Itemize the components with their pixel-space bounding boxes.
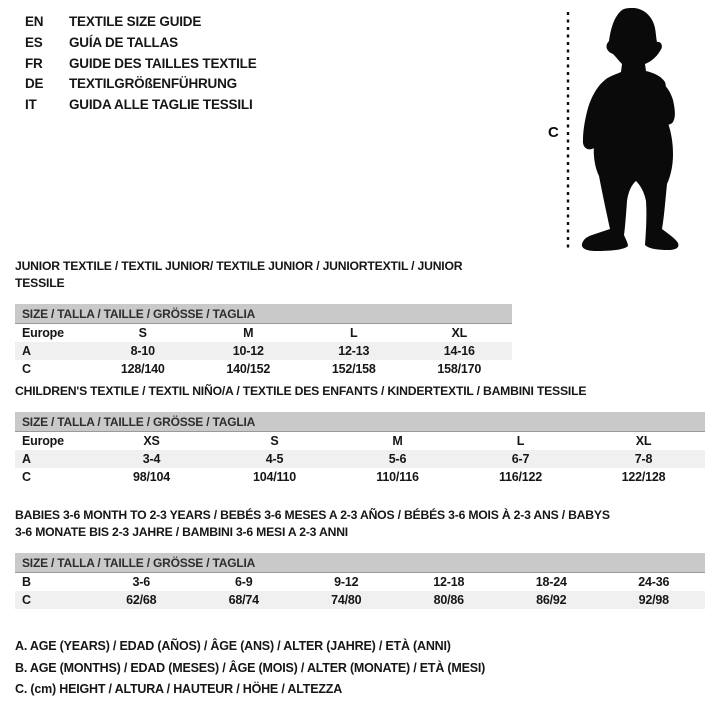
row-label: A <box>22 344 31 358</box>
size-cell: 3-6 <box>132 575 150 589</box>
row-label: Europe <box>22 326 64 340</box>
size-cell: 92/98 <box>638 593 669 607</box>
junior-textile-section <box>15 258 512 378</box>
language-code: DE <box>25 76 44 92</box>
size-cell: 3-4 <box>142 452 161 466</box>
table-row <box>15 324 512 342</box>
table-row <box>15 573 705 591</box>
size-header-bar: SIZE / TALLA / TAILLE / GRÖSSE / TAGLIA <box>15 412 705 432</box>
size-cell: 68/74 <box>228 593 259 607</box>
children-textile-section <box>15 383 705 486</box>
row-label: C <box>22 362 31 376</box>
table-row <box>15 432 705 450</box>
size-cell: 110/116 <box>376 470 419 484</box>
section-title: CHILDREN'S TEXTILE / TEXTIL NIÑO/A / TEXTILE DES ENFANTS / KINDERTEXTIL / BAMBINI TESSILE <box>15 384 587 398</box>
size-cell: 62/68 <box>126 593 157 607</box>
row-label: B <box>22 575 31 589</box>
table-row <box>15 468 705 486</box>
language-row <box>25 74 257 95</box>
row-label: A <box>22 452 31 466</box>
size-header-bar: SIZE / TALLA / TAILLE / GRÖSSE / TAGLIA <box>15 304 512 324</box>
babies-textile-section <box>15 507 705 609</box>
size-cell: S <box>138 326 147 340</box>
size-cell: 18-24 <box>535 575 567 589</box>
child-silhouette-graphic <box>540 0 720 254</box>
size-cell: 152/158 <box>331 362 376 376</box>
size-cell: L <box>516 434 525 448</box>
size-cell: 140/152 <box>226 362 271 376</box>
size-cell: 10-12 <box>232 344 264 358</box>
size-cell: 12-13 <box>338 344 370 358</box>
size-cell: 98/104 <box>132 470 171 484</box>
size-cell: 5-6 <box>388 452 407 466</box>
size-cell: 80/86 <box>433 593 464 607</box>
table-body <box>15 324 512 378</box>
footnote: B. AGE (MONTHS) / EDAD (MESES) / ÂGE (MOIS) / ALTER (MONATE) / ETÀ (MESI) <box>15 660 486 675</box>
table-row <box>15 450 705 468</box>
language-row <box>25 95 257 116</box>
size-cell: 158/170 <box>437 362 482 376</box>
section-title: BABIES 3-6 MONTH TO 2-3 YEARS / BEBÉS 3-6 MESES A 2-3 AÑOS / BÉBÉS 3-6 MOIS À 2-3 ANS / BABYS 3-6 MONATE BIS 2-3 JAHRE / BAMBINI 3-6 MESI A 2-3 ANNI <box>15 508 610 539</box>
child-silhouette <box>582 8 679 251</box>
table-row <box>15 342 512 360</box>
footnote-list <box>15 636 485 701</box>
language-code: ES <box>25 34 43 50</box>
size-cell: 104/110 <box>252 470 297 484</box>
size-cell: M <box>392 434 403 448</box>
size-cell: 14-16 <box>443 344 475 358</box>
size-cell: S <box>270 434 279 448</box>
size-cell: 74/80 <box>331 593 362 607</box>
language-row <box>25 12 257 33</box>
row-label: C <box>22 593 31 607</box>
language-code: IT <box>25 97 37 113</box>
language-label: TEXTILE SIZE GUIDE <box>69 14 202 29</box>
size-cell: M <box>243 326 254 340</box>
section-title: JUNIOR TEXTILE / TEXTIL JUNIOR/ TEXTILE JUNIOR / JUNIORTEXTIL / JUNIOR TESSILE <box>15 259 463 290</box>
language-label: GUIDE DES TAILLES TEXTILE <box>69 55 257 71</box>
size-cell: 9-12 <box>334 575 359 589</box>
table-row <box>15 591 705 609</box>
footnote: A. AGE (YEARS) / EDAD (AÑOS) / ÂGE (ANS) / ALTER (JAHRE) / ETÀ (ANNI) <box>15 639 451 653</box>
size-cell: 24-36 <box>638 575 670 589</box>
size-cell: L <box>350 326 358 340</box>
language-row <box>25 54 257 75</box>
footnote: C. (cm) HEIGHT / ALTURA / HAUTEUR / HÖHE / ALTEZZA <box>15 682 343 696</box>
row-label: Europe <box>22 434 64 448</box>
size-cell: 86/92 <box>536 593 567 607</box>
size-cell: XL <box>451 326 468 340</box>
table-row <box>15 360 512 378</box>
size-cell: 6-9 <box>235 575 253 589</box>
size-cell: 6-7 <box>511 452 530 466</box>
language-label: GUÍA DE TALLAS <box>69 34 178 50</box>
height-label: C <box>548 124 559 141</box>
size-cell: 7-8 <box>634 452 653 466</box>
language-code: EN <box>25 14 44 29</box>
table-body <box>15 432 705 486</box>
size-cell: XL <box>635 434 652 448</box>
figure-toddler <box>540 0 720 254</box>
language-label: GUIDA ALLE TAGLIE TESSILI <box>69 97 253 113</box>
size-cell: 122/128 <box>621 470 666 484</box>
size-cell: 8-10 <box>130 344 155 358</box>
size-cell: 4-5 <box>265 452 284 466</box>
language-row <box>25 33 257 54</box>
size-cell: 12-18 <box>433 575 465 589</box>
size-header-bar: SIZE / TALLA / TAILLE / GRÖSSE / TAGLIA <box>15 553 705 573</box>
table-body <box>15 573 705 609</box>
size-cell: XS <box>143 434 160 448</box>
row-label: C <box>22 470 31 484</box>
language-label: TEXTILGRÖßENFÜHRUNG <box>69 76 237 92</box>
size-cell: 128/140 <box>120 362 165 376</box>
language-code: FR <box>25 55 43 71</box>
size-cell: 116/122 <box>498 470 543 484</box>
language-list <box>25 12 257 116</box>
